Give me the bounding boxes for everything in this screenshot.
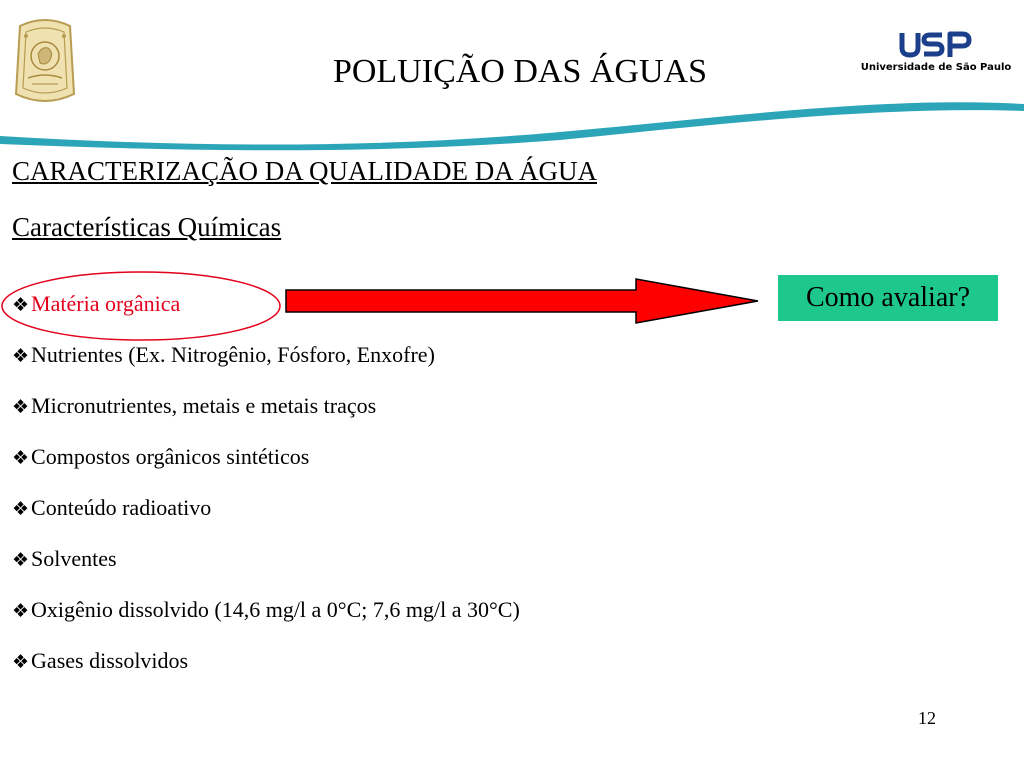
university-seal-icon: [12, 16, 78, 106]
diamond-bullet-icon: ❖: [12, 600, 30, 622]
list-item: [12, 639, 520, 690]
right-arrow-icon: [284, 278, 760, 324]
callout-box: Como avaliar?: [778, 275, 998, 321]
section-subheading: Características Químicas: [12, 212, 282, 242]
diamond-bullet-icon: ❖: [12, 549, 30, 571]
usp-caption: Universidade de São Paulo: [860, 62, 1012, 73]
list-item: [12, 384, 520, 435]
list-item-label: Compostos orgânicos sintéticos: [31, 444, 310, 469]
list-item: [12, 537, 520, 588]
highlight-oval: [0, 270, 282, 342]
list-item-label: Solventes: [31, 546, 117, 571]
slide-title: POLUIÇÃO DAS ÁGUAS: [332, 53, 708, 90]
page-number: 12: [918, 708, 936, 728]
list-item-label: Oxigênio dissolvido (14,6 mg/l a 0°C; 7,6 mg/l a 30°C): [31, 597, 520, 622]
list-item: [12, 435, 520, 486]
diamond-bullet-icon: ❖: [12, 294, 30, 316]
list-item-label: Nutrientes (Ex. Nitrogênio, Fósforo, Enxofre): [31, 342, 435, 367]
diamond-bullet-icon: ❖: [12, 498, 30, 520]
diamond-bullet-icon: ❖: [12, 345, 30, 367]
diamond-bullet-icon: ❖: [12, 396, 30, 418]
list-item: [12, 588, 520, 639]
section-heading: CARACTERIZAÇÃO DA QUALIDADE DA ÁGUA: [12, 156, 597, 186]
list-item-label: Matéria orgânica: [31, 291, 181, 316]
list-item-label: Micronutrientes, metais e metais traços: [31, 393, 377, 418]
bullet-list: [12, 282, 520, 690]
diamond-bullet-icon: ❖: [12, 447, 30, 469]
usp-logo-icon: [896, 30, 976, 60]
list-item: [12, 486, 520, 537]
list-item-label: Gases dissolvidos: [31, 648, 189, 673]
diamond-bullet-icon: ❖: [12, 651, 30, 673]
wave-divider-icon: [0, 96, 1024, 152]
list-item-label: Conteúdo radioativo: [31, 495, 212, 520]
